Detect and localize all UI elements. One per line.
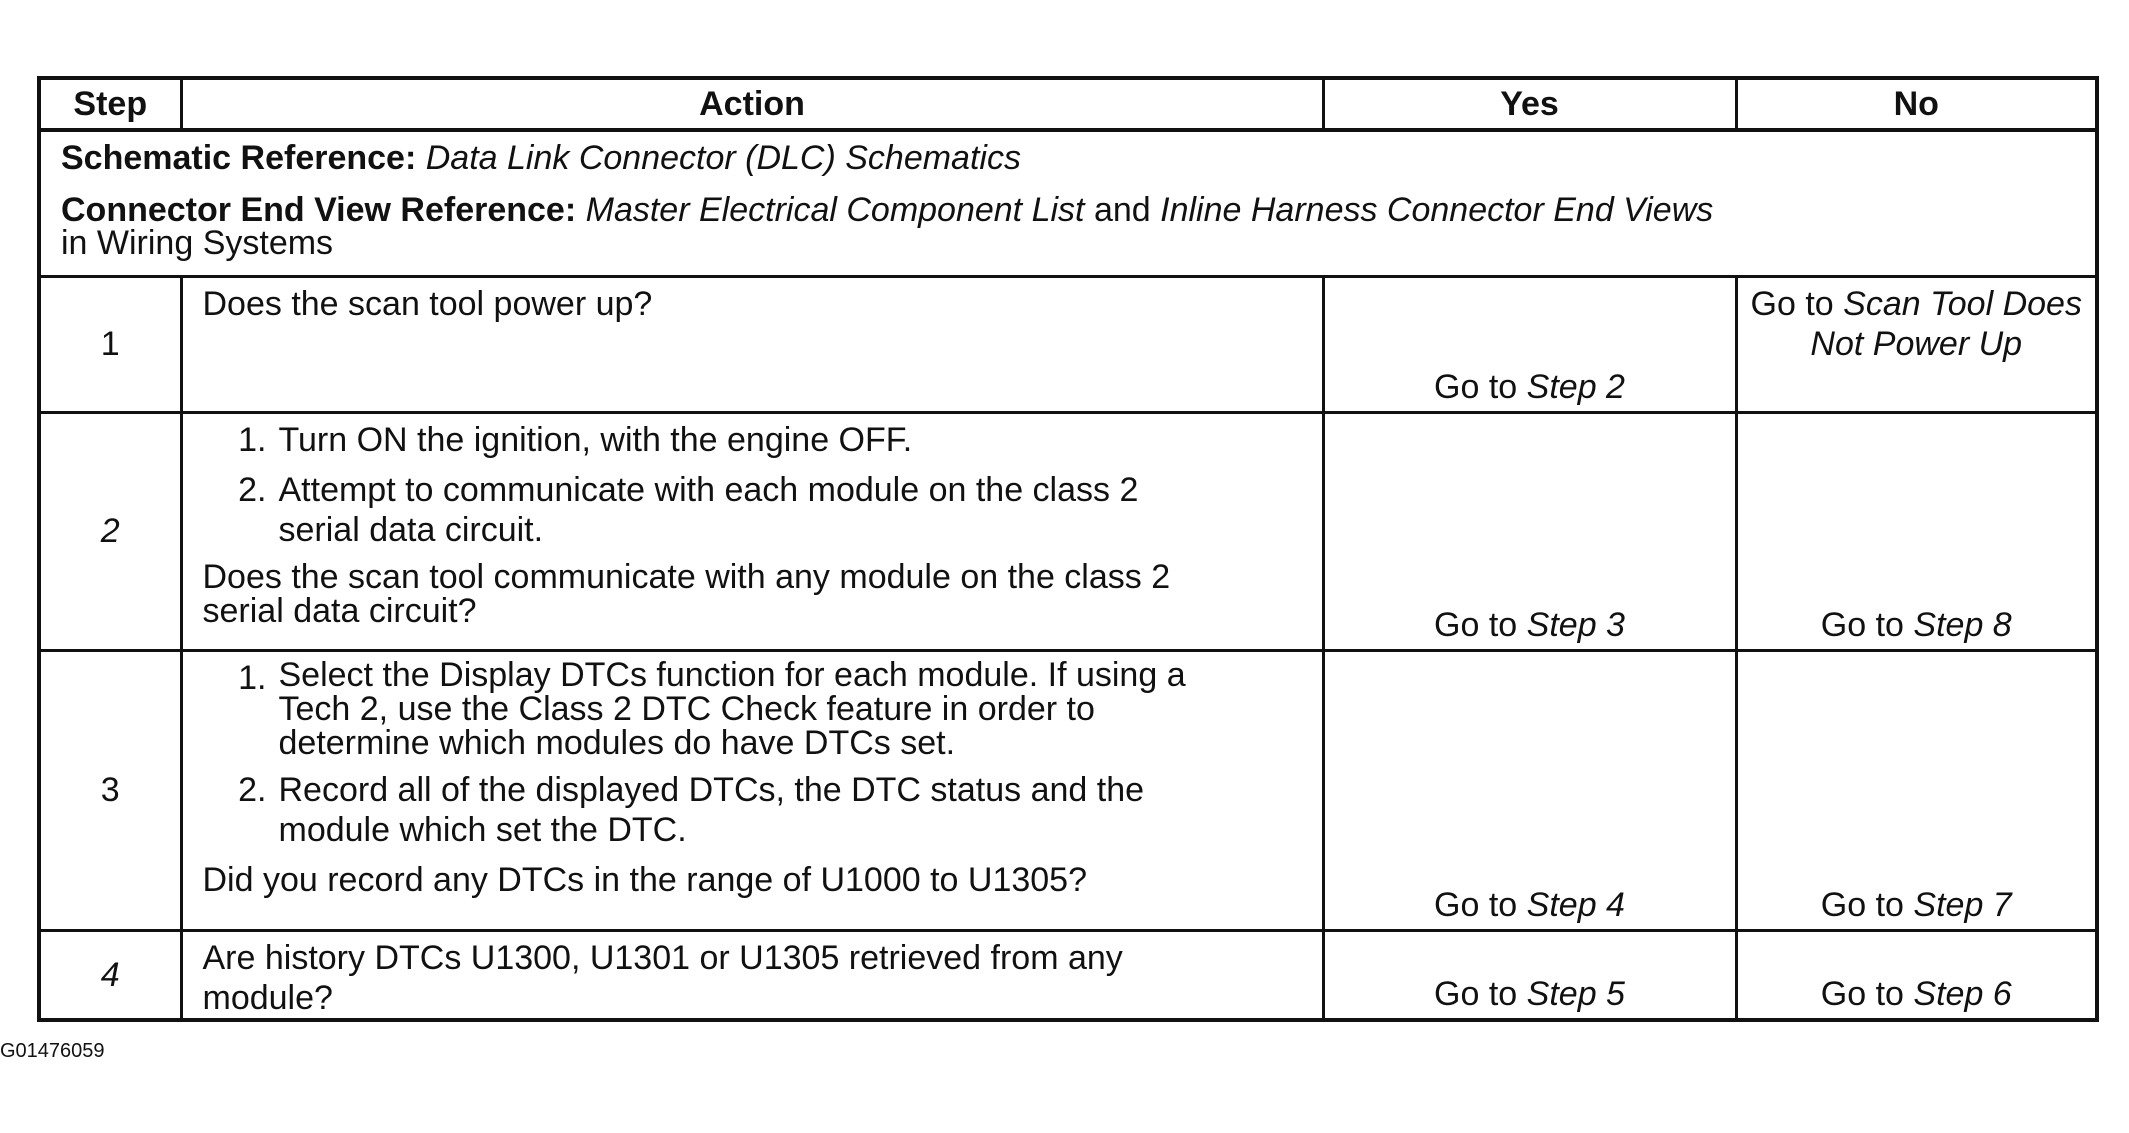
list-item-text-line: determine which modules do have DTCs set.: [278, 723, 956, 762]
no-target-link-line1[interactable]: Scan Tool Does: [1843, 284, 2082, 323]
table-row-step-3: [39, 650, 2097, 930]
reference-row: [39, 130, 2097, 276]
list-item-number: 1.: [238, 420, 267, 459]
component-list-link[interactable]: Master Electrical Component List: [585, 191, 1085, 229]
step-number: 1: [39, 276, 181, 412]
list-item-text-line: Attempt to communicate with each module on the class 2: [278, 470, 1139, 509]
list-item-text: [278, 655, 1302, 762]
schematic-reference: [61, 138, 2095, 178]
diagnostic-table: [37, 76, 2099, 1022]
no-prefix: Go to: [1820, 885, 1904, 924]
list-item-text-line: module which set the DTC.: [278, 810, 687, 849]
no-cell: [1736, 276, 2097, 412]
yes-prefix: Go to: [1434, 605, 1518, 644]
list-item-text-line: serial data circuit.: [278, 510, 544, 549]
header-action: Action: [181, 78, 1323, 130]
yes-cell: [1323, 412, 1736, 650]
list-item-number: 1.: [238, 658, 267, 697]
no-prefix: Go to: [1750, 284, 1834, 323]
step-number: 2: [39, 412, 181, 650]
list-item-text: [279, 470, 1302, 550]
question-text: Did you record any DTCs in the range of U1000 to U1305?: [202, 860, 1087, 899]
no-target-link[interactable]: Step 8: [1913, 605, 2012, 644]
header-step: Step: [39, 78, 181, 130]
no-target-link-line2[interactable]: Not Power Up: [1810, 324, 2023, 363]
connector-reference: [61, 190, 2095, 230]
connector-reference-and: and: [1093, 191, 1151, 229]
question-text: Does the scan tool power up?: [202, 284, 653, 323]
no-prefix: Go to: [1820, 975, 1904, 1013]
table-row-step-2: [39, 412, 2097, 650]
list-item-text-line: Record all of the displayed DTCs, the DTC status and the: [278, 770, 1145, 809]
list-item-text-line: Select the Display DTCs function for each module. If using a: [278, 655, 1186, 694]
header-yes: Yes: [1323, 78, 1736, 130]
no-cell: [1736, 650, 2097, 930]
harness-end-views-link[interactable]: Inline Harness Connector End Views: [1160, 191, 1714, 229]
no-target-link[interactable]: Step 6: [1913, 975, 2012, 1013]
table-row-step-1: [39, 276, 2097, 412]
action-cell: [181, 276, 1323, 412]
action-cell: [181, 930, 1323, 1020]
yes-cell: [1323, 930, 1736, 1020]
list-item: [213, 770, 1302, 850]
question-line: serial data circuit?: [202, 591, 477, 630]
list-item-text: Turn ON the ignition, with the engine OFF.: [278, 420, 913, 459]
list-item-text: [279, 770, 1302, 850]
list-item: [213, 655, 1302, 762]
schematic-reference-label: Schematic Reference:: [61, 139, 417, 177]
yes-prefix: Go to: [1434, 975, 1518, 1013]
question-line: Does the scan tool communicate with any module on the class 2: [202, 557, 1171, 596]
header-no: No: [1736, 78, 2097, 130]
question-line: Are history DTCs U1300, U1301 or U1305 retrieved from any: [202, 938, 1123, 977]
question-text: [202, 557, 1302, 630]
yes-target-link[interactable]: Step 3: [1526, 605, 1625, 644]
header-row: [39, 78, 2097, 130]
table-row-step-4: [39, 930, 2097, 1020]
action-cell: [181, 412, 1323, 650]
no-cell: [1736, 412, 2097, 650]
list-item-number: 2.: [238, 470, 267, 509]
yes-cell: [1323, 650, 1736, 930]
yes-target-link[interactable]: Step 2: [1526, 367, 1625, 406]
no-cell: [1736, 930, 2097, 1020]
reference-cell: [39, 130, 2097, 276]
schematic-reference-link[interactable]: Data Link Connector (DLC) Schematics: [425, 139, 1021, 177]
no-prefix: Go to: [1820, 605, 1904, 644]
connector-reference-suffix: in Wiring Systems: [61, 224, 334, 262]
list-item: [213, 470, 1302, 550]
yes-target-link[interactable]: Step 5: [1526, 975, 1625, 1013]
yes-target-link[interactable]: Step 4: [1526, 885, 1625, 924]
step-number: 4: [39, 930, 181, 1020]
connector-reference-label: Connector End View Reference:: [61, 191, 577, 229]
list-item: [213, 420, 1302, 460]
step-number: 3: [39, 650, 181, 930]
yes-prefix: Go to: [1434, 367, 1518, 406]
list-item-number: 2.: [238, 770, 267, 809]
yes-cell: [1323, 276, 1736, 412]
no-target-link[interactable]: Step 7: [1913, 885, 2012, 924]
list-item-text-line: Tech 2, use the Class 2 DTC Check feature in order to: [278, 689, 1095, 728]
question-line: module?: [202, 978, 333, 1017]
action-cell: [181, 650, 1323, 930]
figure-id: G01476059: [0, 1040, 105, 1062]
yes-prefix: Go to: [1434, 885, 1518, 924]
